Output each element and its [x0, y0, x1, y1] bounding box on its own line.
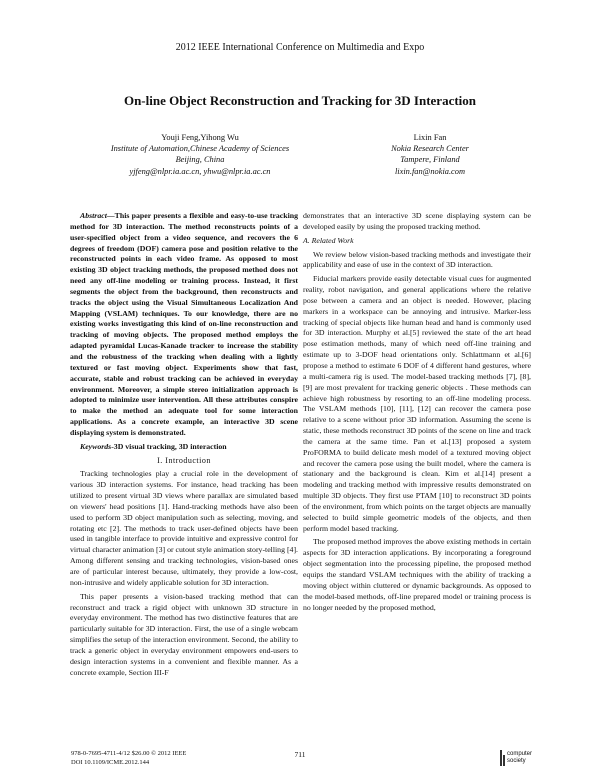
footer-isbn: 978-0-7695-4711-4/12 $26.00 © 2012 IEEE	[71, 750, 187, 757]
body-paragraph: Fiducial markers provide easily detectable visual cues for augmented reality, robot navigation, and general applications where the relative pose between a camera and an object is needed. However, placing markers in a workspace can be annoying and intrusive. Marker-less tracking of special objects like human head and hand is commonly used for 3D interaction. Murphy et al.[5] reviewed the state of the art head pose estimation methods, many of which need off-line training and estimate up to 3-DOF head orientations only. Schlattmann et al.[6] propose a method to estimate 6 DOF of 4 different hand gestures, where a multi-camera rig is used. The model-based tracking methods [7], [8], [9] are most prevalent for tracking generic objects . These methods can achieve high robustness by resorting to an off-line modeling process. The VSLAM methods [10], [11], [12] can recover the camera pose relative to a scene without prior 3D information. Assuming the scene is static, these methods reconstruct 3D points of the scene on line and track the camera at the same time. Pan et al.[13] proposed a system ProFORMA to build delicate mesh model of a textured moving object and recover the camera pose using the built model, where the camera is stationary and the background is clean. Kim et al.[14] present a modeling and tracking method with impressive results demonstrated on multiple 3D objects. They first use PTAM [10] to reconstruct 3D points of the environment, from which points on the target objects are manually selected to build simple geometric models of the objects, and then perform model based tracking.	[303, 274, 531, 533]
footer-doi: DOI 10.1109/ICME.2012.144	[71, 758, 150, 766]
logo-bar	[503, 755, 505, 766]
author-block-1	[100, 132, 300, 177]
abstract-label: Abstract—	[80, 211, 115, 220]
body-paragraph: Tracking technologies play a crucial role in the development of various 3D interaction systems. For instance, head tracking has been utilized to present virtual 3D views where parallax are simulated based on viewers' head positions [1]. Hand-tracking methods have also been used to perform 3D object manipulation such as selecting, moving, and rotating etc [2]. The methods to track user-defined objects have been used in tangible interface to provide intuitive and expressive control for virtual character animation [3] or cutout style animation story-telling [4]. Among different sensing and tracking technologies, vision-based ones are of particular interest because, ultimately, they provide a low-cost, non-intrusive and widely applicable solution for 3D interaction.	[70, 469, 298, 587]
conference-header: 2012 IEEE International Conference on Multimedia and Expo	[175, 42, 425, 53]
keywords-label: Keywords	[80, 441, 112, 451]
author-email: yjfeng@nlpr.ia.ac.cn, yhwu@nlpr.ia.ac.cn	[129, 166, 271, 176]
keywords	[70, 442, 298, 453]
subsection-heading-related-work: A. Related Work	[303, 235, 354, 245]
author-affiliation: Nokia Research Center	[391, 144, 469, 154]
abstract	[70, 211, 298, 439]
logo-text-line: computer	[507, 751, 533, 757]
logo-text-line: society	[507, 757, 526, 764]
author-location: Beijing, China	[175, 155, 225, 165]
page-number: 711	[294, 750, 306, 759]
author-block-2	[340, 132, 520, 177]
author-location: Tampere, Finland	[400, 155, 460, 165]
abstract-text: This paper presents a flexible and easy-to-use tracking method for 3D interaction. The method reconstructs points of a user-specified object from a video sequence, and recovers the 6 degrees of freedom (DOF) camera pose and position relative to the reconstructed points in each video frame. As opposed to most existing 3D object tracking methods, the proposed method does not need any off-line modeling or training process. Instead, it first segments the object from the background, then reconstructs and tracks the object using the Visual Simultaneous Localization And Mapping (VSLAM) techniques. To our knowledge, there are no existing works investigating this kind of on-line reconstruction and tracking of moving objects. The proposed method employs the adapted pyramidal Lucas-Kanade tracker to increase the stability and the robustness of the tracking when dealing with a lightly textured or fast moving object. Experiments show that fast, accurate, stable and robust tracking can be achieved in everyday environment. Moreover, a simple stereo initialization approach is adopted to minimize user intervention. All these attributes conspire to make the method an adequate tool for some interaction applications. As a concrete example, an interactive 3D scene displaying system is demonstrated.	[70, 211, 298, 437]
author-email: lixin.fan@nokia.com	[394, 166, 466, 176]
body-paragraph: The proposed method improves the above existing methods in certain aspects for 3D interaction applications. By incorporating a foreground object segmentation into the processing pipeline, the proposed method equips the standard VSLAM techniques with the ability of tracking a moving object within cluttered or dynamic backgrounds. As opposed to the model-based methods, off-line prepared model or training process is no longer needed by the proposed method,	[303, 537, 531, 612]
author-name: Lixin Fan	[413, 133, 447, 142]
body-paragraph: We review below vision-based tracking methods and investigate their applicability and ease of use in the context of 3D interaction.	[303, 249, 531, 270]
logo-text	[507, 751, 532, 764]
left-column	[70, 211, 298, 681]
section-heading-introduction: I. Introduction	[157, 455, 211, 465]
logo-bar	[500, 750, 502, 766]
author-name: Youji Feng,Yihong Wu	[161, 133, 239, 142]
paper-title: On-line Object Reconstruction and Tracking for 3D Interaction	[123, 93, 477, 108]
body-paragraph: demonstrates that an interactive 3D scene displaying system can be developed easily by using the proposed tracking method.	[303, 211, 531, 231]
body-paragraph: This paper presents a vision-based tracking method that can reconstruct and track a rigid object with unknown 3D structure in everyday environment. The method has two distinctive features that are particularly suitable for 3D interaction. First, the use of a single webcam simplifies the setup of the interaction environment. Second, the ability to track a generic object in everyday environment empowers end-users to design interaction systems in a convenient and flexible manner. As a concrete example, Section III-F	[70, 591, 298, 677]
right-column	[303, 211, 531, 616]
author-affiliation: Institute of Automation,Chinese Academy of Sciences	[110, 144, 290, 154]
computer-society-logo-icon	[499, 749, 531, 767]
keywords-text: -3D visual tracking, 3D interaction	[111, 441, 227, 451]
